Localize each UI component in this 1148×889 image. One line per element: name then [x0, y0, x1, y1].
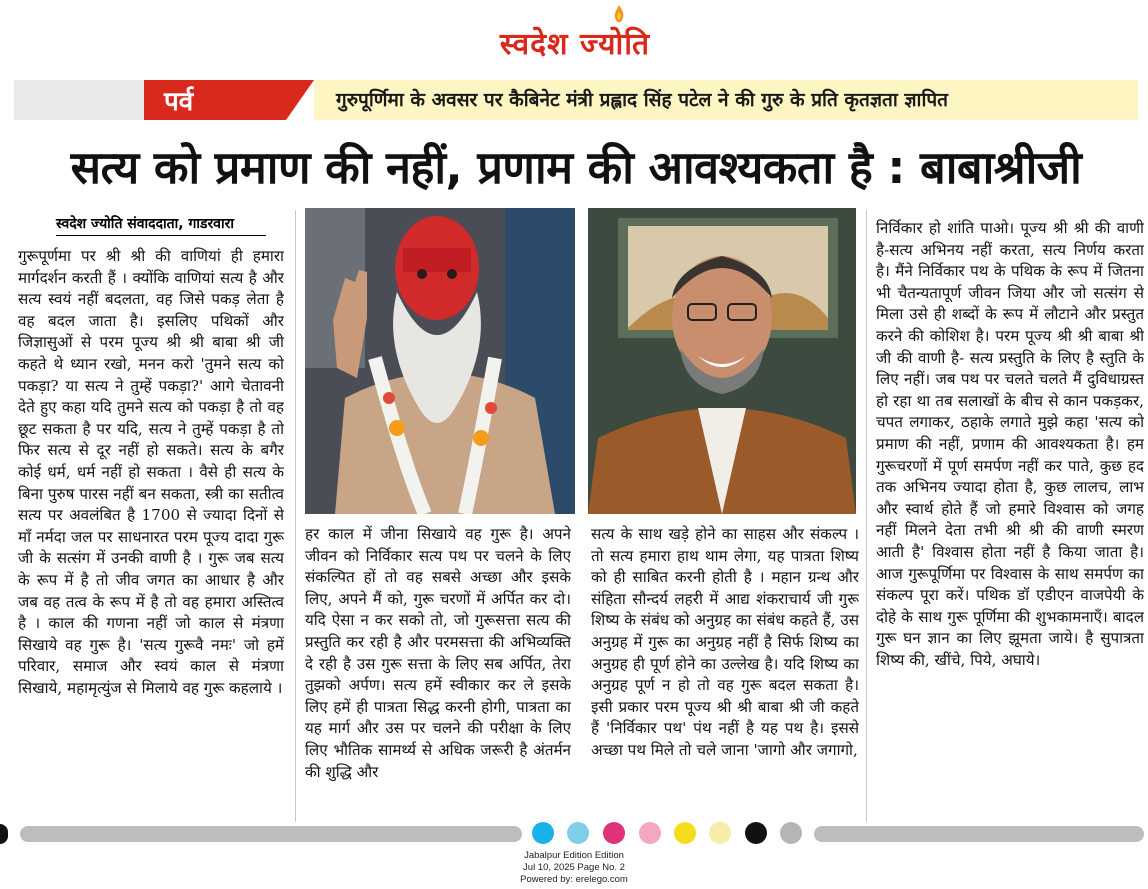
- black-dot: [745, 822, 767, 844]
- saint-photo: [305, 208, 575, 514]
- article-column-3: सत्य के साथ खड़े होने का साहस और संकल्प । तो सत्य हमारा हाथ थाम लेगा, यह पात्रता शिष्य को ही साबित करनी होती है । महान ग्रन्थ और संहिता सौन्दर्य लहरी में आद्य शंकराचार्य जी गुरू शिष्य के संबंध को अनुग्रह का संबंध कहते हैं, उस अनुग्रह में गुरू का अनुग्रह नहीं है सिर्फ शिष्य का अनुग्रह ही पूर्ण होने का उल्लेख है। यदि शिष्य का अनुग्रह पूर्ण न हो तो वह गुरू बदल सकता है। इसी प्रकार परम पूज्य श्री श्री बाबा श्री जी कहते हैं 'निर्विकार पथ' पंथ नहीं है यह पथ है। इससे अच्छा पथ मिले तो चले जाना 'जागो और जगागो,: [591, 525, 859, 759]
- yellow-dot: [674, 822, 696, 844]
- edition-info: [474, 850, 674, 886]
- byline: स्वदेश ज्योति संवाददाता, गाडरवारा: [56, 214, 266, 236]
- light-cyan-dot: [567, 822, 589, 844]
- section-tag-label: पर्व: [164, 87, 194, 117]
- article-column-1: गुरूपूर्णमा पर श्री श्री की वाणियां ही हमारा मार्गदर्शन करती हैं । क्योंकि वाणियां सत्य है और सत्य स्वयं नहीं बदलता, वह जिसे पकड़ लेता है वह बदल जाता है। इसलिए पथिकों और जिज्ञासुओं से परम पूज्य श्री श्री बाबा श्री जी कहते थे ध्यान रखो, मनन करो 'तुमने सत्य को पकड़ा? या सत्य ने तुम्हें पकड़ा?' आगे चेतावनी देते हुए कहा यदि तुमने सत्य को पकड़ा है तो वह छूट सकता है पर यदि, सत्य ने तुम्हें पकड़ा है तो फिर सत्य से दूर नहीं हो सकते। सत्य के बगैर कोई धर्म, धर्म नहीं हो सकता । वैसे ही सत्य के बिना पुरुष पारस नहीं बन सकता, स्त्री का सतीत्व सत्य पर अवलंबित है 1700 से ज्यादा दिनों से माँ नर्मदा जल पर साधनारत परम पूज्य दादा गुरू जी के सत्संग में उनकी वाणी है । गुरू जब सत्य के रूप में है तो जीव जगत का आधार है और जब वह तत्व के रूप में है तो वह हमारा अस्तित्व है । काल की गणना नहीं जो काल से मंत्रणा सिखाये वह गुरू है। 'सत्य गुरूवै नमः' जो हमें परिवार, समाज और स्वयं काल से मंत्रणा सिखाये, महामृत्युंज से मिलाये वह गुरू कहलाये ।: [18, 247, 284, 697]
- kicker-text: गुरुपूर्णिमा के अवसर पर कैबिनेट मंत्री प्रह्लाद सिंह पटेल ने की गुरु के प्रति कृतज्ञता ज्ञापित: [314, 80, 1138, 120]
- gray-dot: [780, 822, 802, 844]
- newspaper-logo: स्वदेश ज्योति: [499, 27, 651, 62]
- light-magenta-dot: [639, 822, 661, 844]
- minister-photo: [588, 208, 856, 514]
- article-column-2: हर काल में जीना सिखाये वह गुरू है। अपने जीवन को निर्विकार सत्य पथ पर चलने के लिए संकल्पित हों तो वह सबसे अच्छा और इसके लिए, अपने मैं को, गुरू चरणों में अर्पित कर दो। यदि ऐसा न कर सको तो, जो गुरूसत्ता सत्य की प्रस्तुति कर रही है और परमसत्ता की अभिव्यक्ति दे रही है उस गुरू सत्ता के लिए सब अर्पित, तेरा तुझको अर्पण। सत्य हमें स्वीकार कर ले इसके लिए हमें ही पात्रता सिद्ध करनी होगी, पात्रता का यह मार्ग और उस पर चलने की परीक्षा के लिए लिए भौतिक सामर्थ्य से अधिक जरूरी है अंतर्मन की शुद्धि और: [305, 525, 571, 781]
- powered-by: Powered by: erelego.com: [520, 874, 628, 885]
- edition-name: Jabalpur Edition Edition: [524, 850, 624, 861]
- column-divider: [295, 210, 296, 822]
- cyan-dot: [532, 822, 554, 844]
- kicker-bar: [14, 80, 1138, 120]
- masthead: [0, 0, 1148, 75]
- magenta-dot: [603, 822, 625, 844]
- light-yellow-dot: [709, 822, 731, 844]
- edition-date-page: Jul 10, 2025 Page No. 2: [523, 862, 625, 873]
- article-column-4: निर्विकार हो शांति पाओ। पूज्य श्री श्री की वाणी है-सत्य अभिनय नहीं करता, सत्य निर्णय करता है। मैंने निर्विकार पथ के पथिक के रूप में जितना भी चैतन्यतापूर्ण जीवन जिया और जो सत्संग से मिला उसे ही शब्दों के रूप में लौटाने और प्रस्तुत करने की कोशिश है। परम पूज्य श्री श्री बाबा श्री जी की वाणी है- सत्य प्रस्तुति के लिए है स्तुति के लिए नहीं। जब पथ पर चलते चलते मैं दुविधाग्रस्त हो रहा था तब सलाखों के बीच से कान पकड़कर, चपत लगाकर, ठहाके लगाते मुझे कहा 'सत्य को प्रमाण की नहीं, प्रणाम की आवश्यकता है। हम गुरूचरणों में पूर्ण समर्पण नहीं कर पाते, कुछ हद तक अभिनय ज्यादा होता है, कुछ लालच, लाभ और स्वार्थ होते हैं जो हमारे विश्वास को जगह नहीं मिलने देता तभी श्री श्री की वाणी स्मरण आती है' विश्वास होता नहीं है किया जाता है। आज गुरूपूर्णिमा पर विश्वास के साथ समर्पण का संकल्प पूरा करें। पथिक डॉ एडीएन वाजपेयी के दोहे के साथ गुरू पूर्णिमा की शुभकामनाएँ। बादल गुरू घन ज्ञान का लिए झूमता जाये। है सुपात्रता शिष्य की, खींचे, पिये, अघाये।: [876, 219, 1144, 669]
- section-tag: [14, 80, 314, 120]
- column-divider: [866, 210, 867, 822]
- registration-bar-right: [814, 826, 1144, 842]
- register-mark-left: [0, 824, 8, 844]
- print-registration-strip: [0, 818, 1148, 848]
- headline: सत्य को प्रमाण की नहीं, प्रणाम की आवश्यकता है : बाबाश्रीजी: [70, 141, 1082, 194]
- registration-bar-left: [20, 826, 522, 842]
